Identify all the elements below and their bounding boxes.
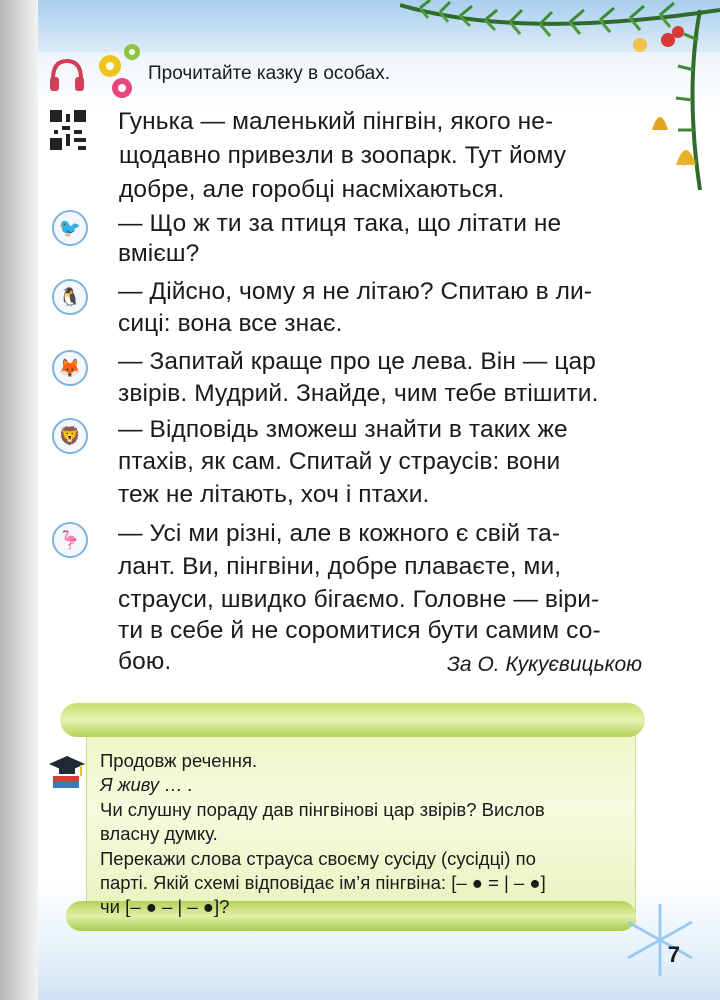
story-line: — Усі ми різні, але в кожного є свій та- [118, 520, 561, 547]
syllable-schema-1: [– ● = | – ●] [451, 872, 546, 893]
fox-icon: 🦊 [52, 350, 88, 386]
task-question: Чи слушну пораду дав пінгвінові цар звірів? Вислов [100, 799, 545, 820]
story-line: лант. Ви, пінгвіни, добре плаваєте, ми, [118, 553, 562, 580]
story-line: вмієш? [118, 240, 200, 267]
story-line: — Запитай краще про це лева. Він — цар [118, 348, 596, 375]
task-schema-text: парті. Якій схемі відповідає ім’я пінгвіна: [100, 872, 447, 893]
story-line: ти в себе й не соромитися бути самим со- [118, 617, 601, 644]
story-line: добре, але горобці насміхаються. [119, 176, 505, 203]
story-line: страуси, швидко бігаємо. Головне — віри- [118, 586, 600, 613]
story-line: сиці: вона все знає. [118, 310, 343, 337]
story-line: — Що ж ти за птиця така, що літати не [118, 210, 562, 237]
sparrow-icon: 🐦 [52, 210, 88, 246]
task-sentence-start: Я живу … . [100, 774, 193, 795]
task-continue-sentence: Продовж речення. [100, 750, 258, 771]
book-spine [0, 0, 38, 1000]
task-or-text: чи [100, 896, 120, 917]
page-number: 7 [667, 942, 680, 967]
story-author: За О. Кукуєвицькою [447, 653, 642, 676]
story-line: птахів, як сам. Спитай у страусів: вони [118, 448, 561, 475]
task-question: власну думку. [100, 823, 218, 844]
story-line: щодавно привезли в зоопарк. Тут йому [119, 142, 567, 169]
headphones-icon[interactable] [47, 55, 87, 95]
story-line: Гунька — маленький пінгвін, якого не- [118, 108, 554, 135]
penguin-icon: 🐧 [52, 279, 88, 315]
ostrich-icon: 🦩 [52, 522, 88, 558]
scroll-top-roll [60, 703, 645, 737]
qr-code-icon[interactable] [50, 110, 86, 150]
graduation-cap-icon [47, 750, 87, 792]
syllable-schema-2: [– ● – | – ●] [125, 896, 220, 917]
gears-icon [96, 38, 148, 104]
task-retell: Перекажи слова страуса своєму сусіду (сусідці) по [100, 848, 536, 869]
reading-instruction: Прочитайте казку в особах. [148, 63, 390, 84]
lion-icon: 🦁 [52, 418, 88, 454]
story-line: теж не літають, хоч і птахи. [118, 481, 430, 508]
story-line: — Дійсно, чому я не літаю? Спитаю в ли- [118, 278, 593, 305]
snowflake-icon [620, 900, 700, 980]
task-schema-alternative [100, 895, 229, 919]
story-line: — Відповідь зможеш знайти в таких же [118, 416, 568, 443]
story-line: бою. [118, 648, 172, 675]
story-line: звірів. Мудрий. Знайде, чим тебе втішити. [118, 380, 599, 407]
task-question-mark: ? [219, 896, 230, 917]
task-schema-question [100, 871, 546, 895]
